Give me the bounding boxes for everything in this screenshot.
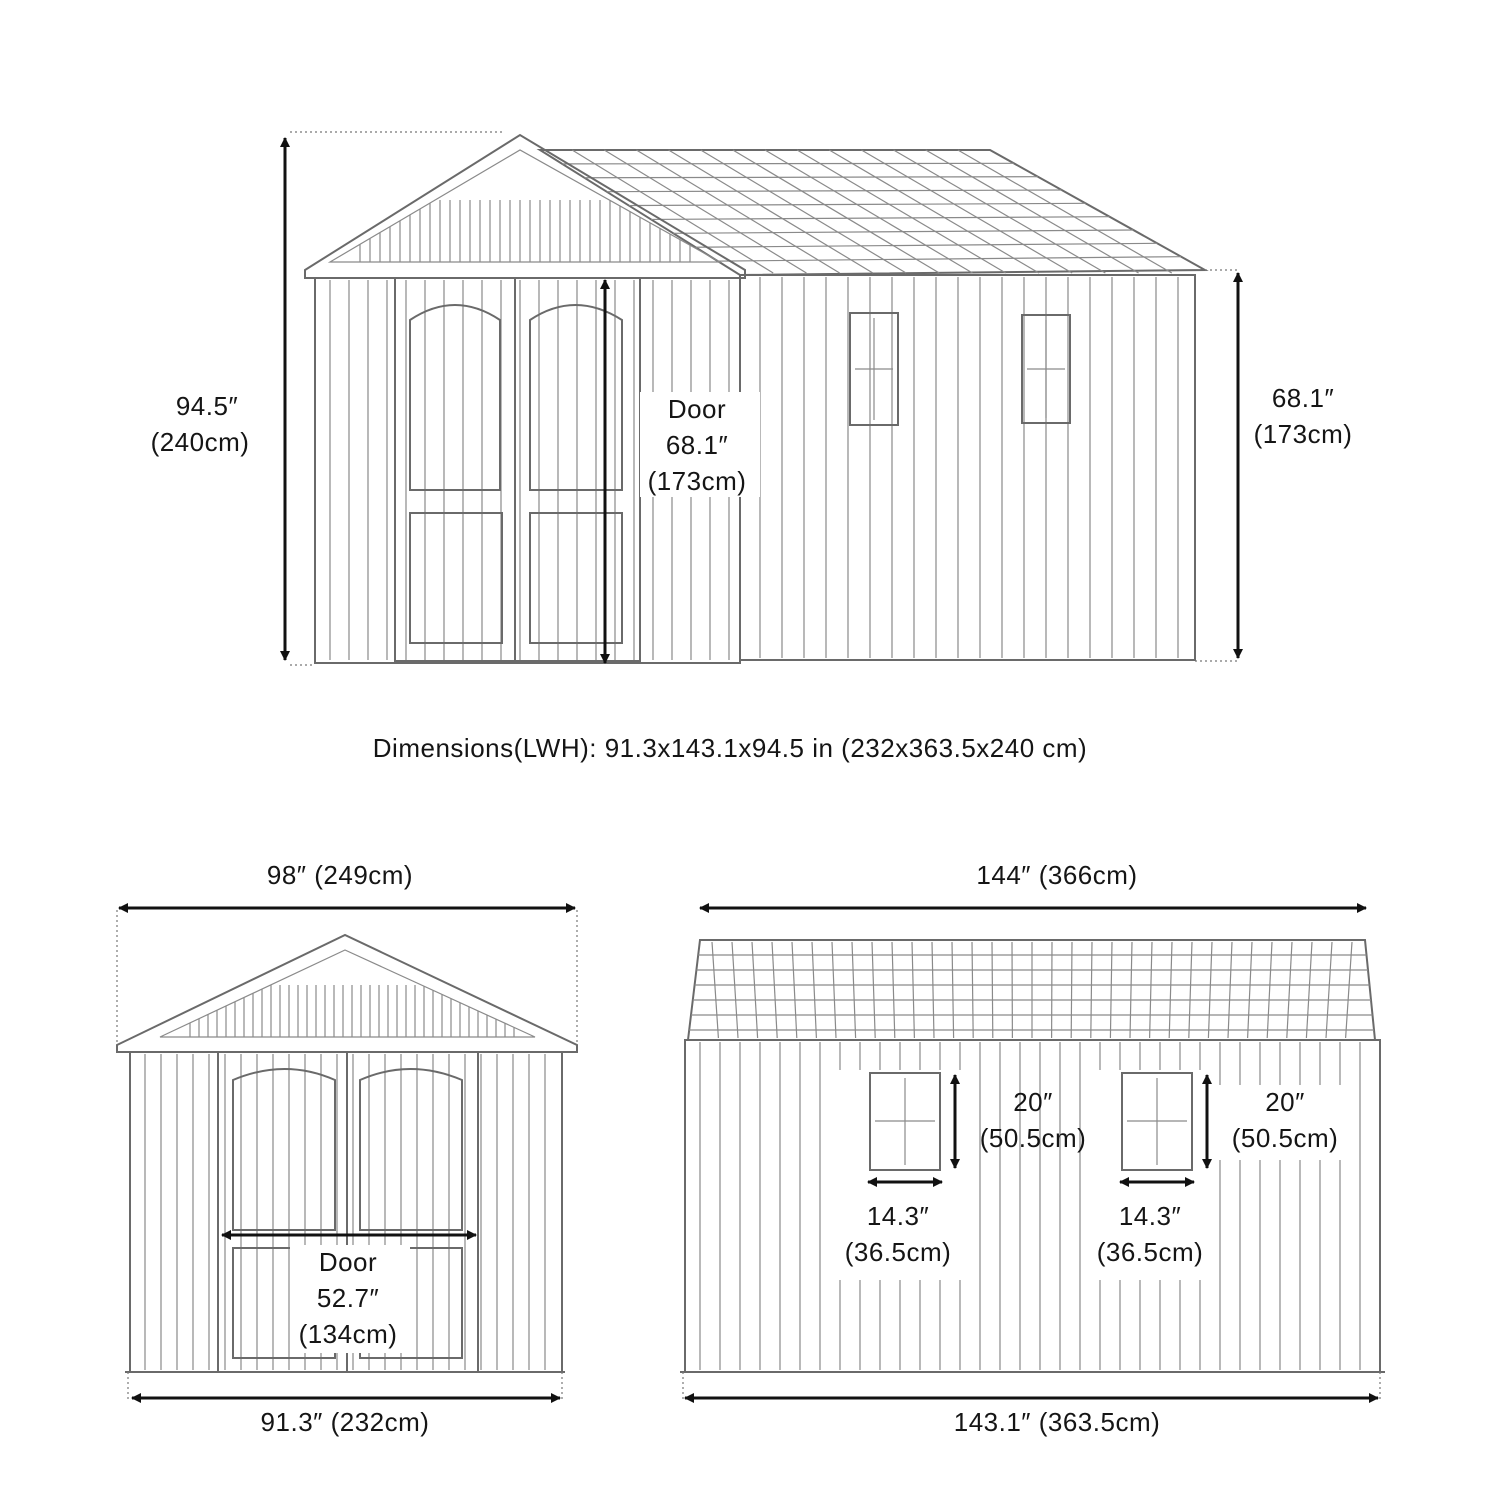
door-height-inches: 68.1″ <box>665 430 729 460</box>
siding-line <box>701 150 906 273</box>
siding-line <box>972 942 973 1038</box>
siding-line <box>952 942 954 1038</box>
window-1-width-cm: (36.5cm) <box>844 1237 952 1267</box>
siding-line <box>892 942 895 1038</box>
window-1-width-inches: 14.3″ <box>866 1201 930 1231</box>
siding-line <box>1248 942 1252 1038</box>
siding-line <box>712 942 718 1038</box>
siding-line <box>812 942 816 1038</box>
siding-line <box>1130 942 1132 1038</box>
siding-line <box>718 257 1181 261</box>
front-roof-width: 98″ (249cm) <box>266 860 414 890</box>
siding-line <box>604 150 806 273</box>
siding-line <box>1287 942 1292 1038</box>
window-1-height-cm: (50.5cm) <box>979 1123 1087 1153</box>
siding-line <box>926 150 1139 273</box>
window-1-height-inches: 20″ <box>1013 1087 1053 1117</box>
siding-line <box>912 942 914 1038</box>
siding-line <box>1326 942 1332 1038</box>
siding-line <box>636 150 839 273</box>
siding-line <box>932 942 934 1038</box>
siding-line <box>732 942 738 1038</box>
siding-line <box>752 942 758 1038</box>
siding-line <box>861 150 1072 273</box>
overall-height-inches: 94.5″ <box>175 391 239 421</box>
siding-line <box>1346 942 1352 1038</box>
siding-line <box>958 150 1172 273</box>
siding-line <box>1150 942 1152 1038</box>
front-door-label: Door <box>318 1247 378 1277</box>
front-door-width-inches: 52.7″ <box>316 1283 380 1313</box>
siding-line <box>607 190 1062 192</box>
side-roof-length: 144″ (366cm) <box>976 860 1138 890</box>
front-base-width: 91.3″ (232cm) <box>260 1407 430 1437</box>
siding-line <box>1091 942 1092 1038</box>
overall-height-cm: (240cm) <box>150 427 250 457</box>
window-2-width-inches: 14.3″ <box>1118 1201 1182 1231</box>
siding-line <box>792 942 797 1038</box>
front-door-width-cm: (134cm) <box>298 1319 398 1349</box>
siding-line <box>572 150 773 273</box>
siding-line <box>584 177 1037 178</box>
siding-line <box>1208 942 1212 1038</box>
siding-line <box>1110 942 1112 1038</box>
siding-line <box>894 150 1106 273</box>
siding-line <box>765 150 973 273</box>
window-2-height-inches: 20″ <box>1265 1087 1305 1117</box>
siding-line <box>669 150 873 273</box>
siding-line <box>562 163 1014 164</box>
siding-line <box>1071 942 1072 1038</box>
siding-line <box>1228 942 1232 1038</box>
perspective-dimension-lines <box>285 132 1240 665</box>
siding-line <box>872 942 875 1038</box>
dimensions-summary: Dimensions(LWH): 91.3x143.1x94.5 in (232x363.5x240 cm) <box>372 733 1088 763</box>
wall-height-cm: (173cm) <box>1253 419 1353 449</box>
wall-height-inches: 68.1″ <box>1271 383 1335 413</box>
siding-line <box>772 942 777 1038</box>
siding-line <box>829 150 1039 273</box>
side-base-length: 143.1″ (363.5cm) <box>953 1407 1161 1437</box>
siding-line <box>992 942 993 1038</box>
siding-line <box>696 243 1158 247</box>
window-2-width-cm: (36.5cm) <box>1096 1237 1204 1267</box>
siding-line <box>673 230 1133 233</box>
siding-line <box>797 150 1006 273</box>
siding-line <box>1169 942 1172 1038</box>
siding-line <box>733 150 939 273</box>
siding-line <box>1267 942 1272 1038</box>
siding-line <box>1306 942 1312 1038</box>
door-height-label: Door <box>667 394 727 424</box>
siding-line <box>832 942 836 1038</box>
door-height-cm: (173cm) <box>647 466 747 496</box>
siding-line <box>852 942 856 1038</box>
window-2-height-cm: (50.5cm) <box>1231 1123 1339 1153</box>
siding-line <box>1189 942 1192 1038</box>
